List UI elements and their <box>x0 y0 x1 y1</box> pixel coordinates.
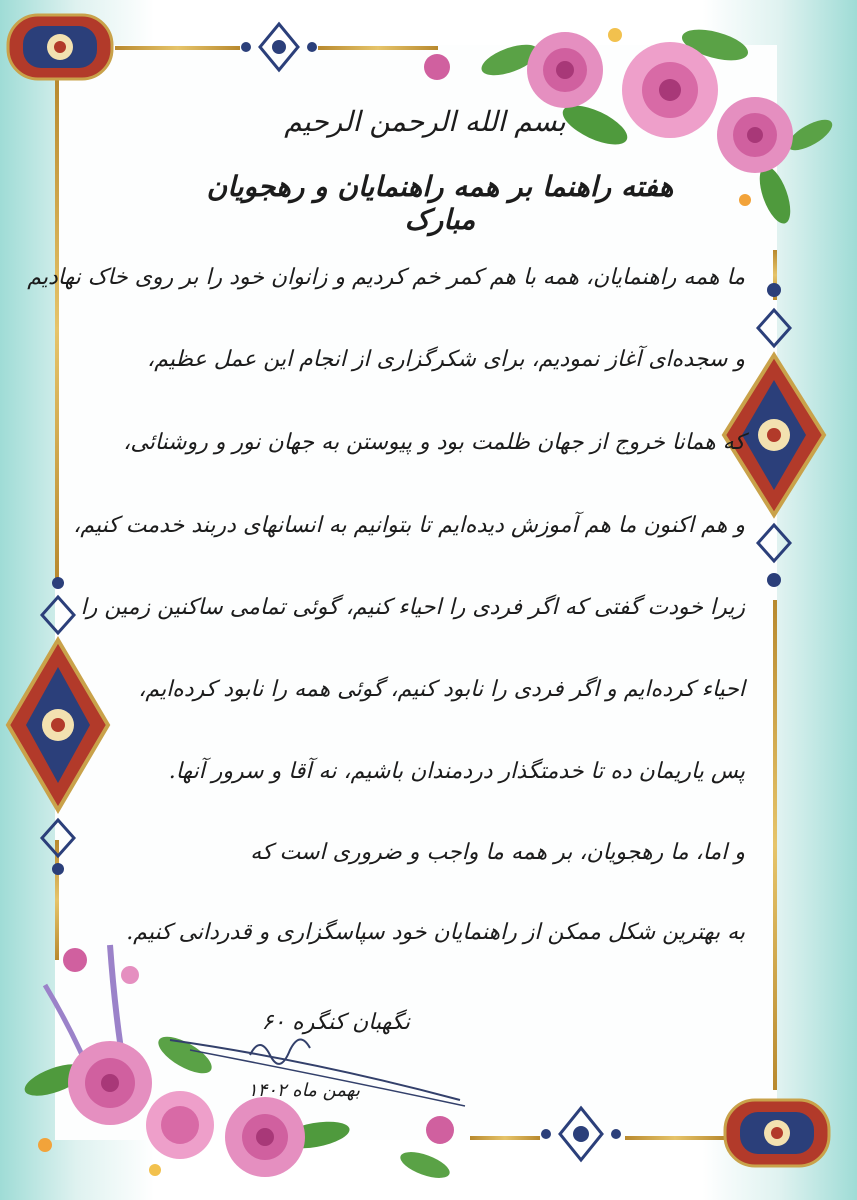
body-line-8: و اما، ما رهجویان، بر همه ما واجب و ضروری است که <box>250 840 745 865</box>
ornament-bottom-right <box>722 1097 832 1169</box>
body-line-2: و سجده‌ای آغاز نمودیم، برای شکرگزاری از انجام این عمل عظیم، <box>147 347 745 372</box>
body-line-7: پس یاریمان ده تا خدمتگذار دردمندان باشیم، نه آقا و سرور آنها. <box>168 759 745 784</box>
date: بهمن ماه ۱۴۰۲ <box>247 1080 360 1101</box>
ornament-bottom-center <box>538 1106 624 1162</box>
basmala: بسم الله الرحمن الرحیم <box>284 105 566 138</box>
border-bottom-line <box>470 1136 540 1140</box>
ornament-top-center <box>238 22 320 72</box>
border-right-line-lower <box>773 600 777 1090</box>
border-left-line <box>55 80 59 580</box>
body-line-1: ما همه راهنمایان، همه با هم کمر خم کردیم و زانوان خود را بر روی خاک نهادیم <box>27 265 745 290</box>
ornament-top-left <box>5 12 115 82</box>
heading: هفته راهنما بر همه راهنمایان و رهجویان مبارک <box>206 170 674 236</box>
signature-title: نگهبان کنگره ۶۰ <box>261 1010 410 1035</box>
letter-body <box>27 265 745 1005</box>
border-bottom-line-2 <box>625 1136 725 1140</box>
border-top-line <box>115 46 240 50</box>
body-line-6: احیاء کرده‌ایم و اگر فردی را نابود کنیم، گوئی همه را نابود کرده‌ایم، <box>138 677 745 702</box>
body-line-4: و هم اکنون ما هم آموزش دیده‌ایم تا بتوانیم به انسانهای دربند خدمت کنیم، <box>73 513 745 538</box>
body-line-9: به بهترین شکل ممکن از راهنمایان خود سپاسگزاری و قدردانی کنیم. <box>126 920 745 945</box>
body-line-5: زیرا خودت گفتی که اگر فردی را احیاء کنیم، گوئی تمامی ساکنین زمین را <box>80 595 745 620</box>
body-line-3: که همانا خروج از جهان ظلمت بود و پیوستن به جهان نور و روشنائی، <box>123 430 745 455</box>
